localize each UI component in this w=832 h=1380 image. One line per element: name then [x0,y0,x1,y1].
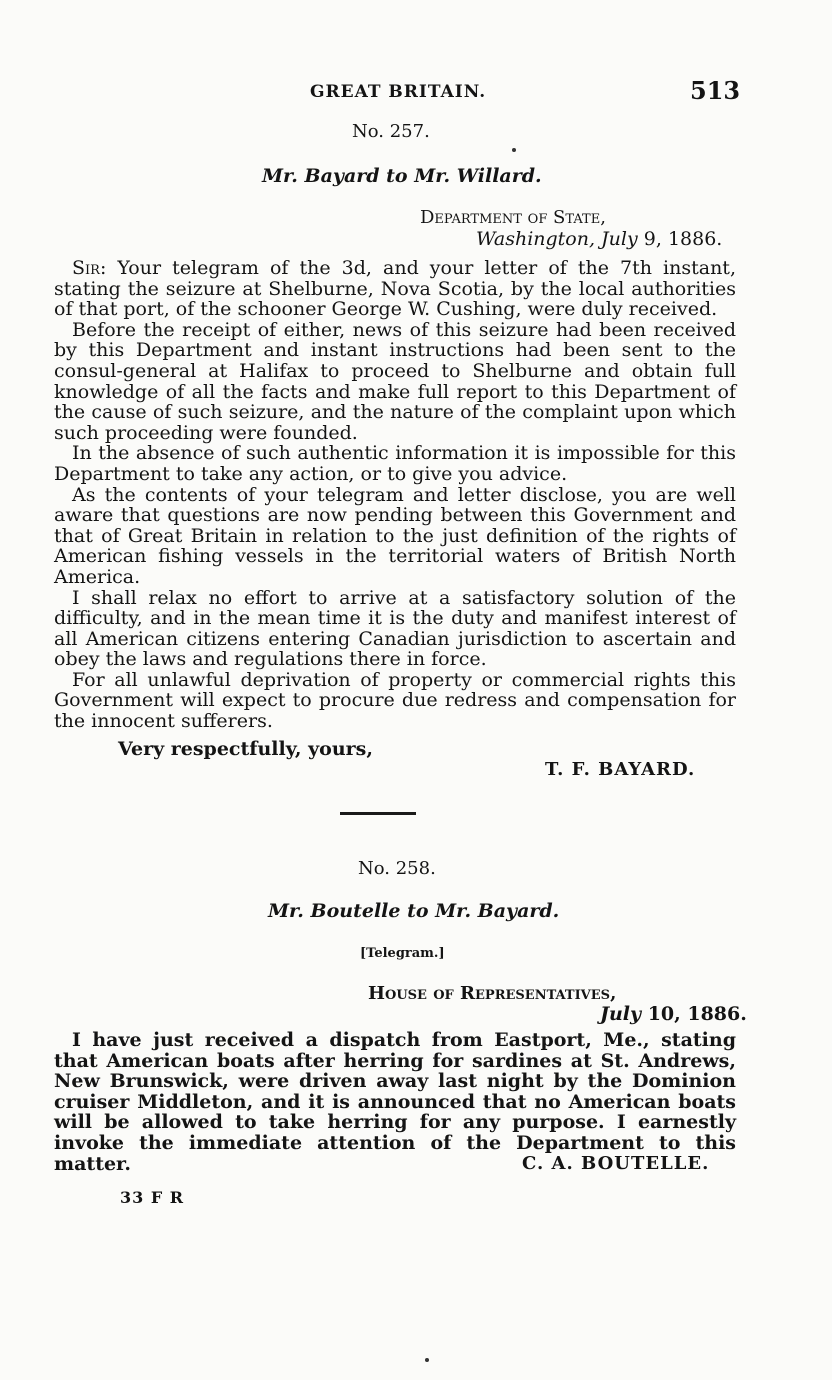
doc1-body [54,258,736,732]
doc1-dateline-place: Washington, July [476,228,638,250]
doc2-number: No. 258. [358,858,436,879]
doc1-paragraph: For all unlawful deprivation of property or commercial rights this Government will expect to procure due redress and compensation for the innocent sufferers. [54,668,736,733]
running-head: GREAT BRITAIN. [310,82,487,102]
doc1-paragraph: In the absence of such authentic information it is impossible for this Department to take any action, or to give you advice. [54,442,736,485]
doc1-closing: Very respectfully, yours, [118,738,373,760]
doc1-paragraph: I shall relax no effort to arrive at a satisfactory solution of the difficulty, and in the mean time it is the duty and manifest interest of all American citizens entering Canadian jurisdiction to ascertain and obey the laws and regulations there in force. [54,586,736,671]
doc2-dateline-day: 10, 1886. [647,1003,747,1025]
print-speck [425,1358,429,1362]
doc1-dateline-day: 9, 1886. [643,228,723,250]
doc1-title: Mr. Bayard to Mr. Willard. [262,165,542,187]
doc1-paragraph: Sir: Your telegram of the 3d, and your letter of the 7th instant, stating the seizure at Shelburne, Nova Scotia, by the local authorities of that port, of the schooner George W. Cushing, were duly received. [54,257,736,321]
doc2-dateline-org: House of Representatives, [368,983,617,1004]
doc2-note: [Telegram.] [360,946,445,961]
doc1-number: No. 257. [352,121,430,142]
page-number: 513 [690,76,741,105]
section-divider [340,812,416,815]
doc1-signature: T. F. BAYARD. [545,759,696,780]
print-speck [512,148,516,152]
signature-mark: 33 F R [120,1188,185,1207]
doc1-dateline-date [476,228,722,250]
doc2-paragraph: I have just received a dispatch from Eastport, Me., stating that American boats after herring for sardines at St. Andrews, New Brunswick, were driven away last night by the Dominion cruiser Middleton, and it is announced that no American boats will be allowed to take herring for any purpose. I earnestly invoke the immediate attention of the Department to this matter. [54,1029,736,1175]
doc1-paragraph: As the contents of your telegram and letter disclose, you are well aware that questions are now pending between this Government and that of Great Britain in relation to the just definition of the rights of American fishing vessels in the territorial waters of British North America. [54,483,736,588]
doc2-dateline-date [600,1003,747,1025]
doc1-salutation: Sir: [72,257,107,279]
doc2-signature: C. A. BOUTELLE. [522,1153,710,1174]
doc2-dateline-month: July [600,1003,642,1025]
doc2-title: Mr. Boutelle to Mr. Bayard. [268,900,560,922]
doc1-dateline-org: Department of State, [420,207,606,228]
doc1-paragraph: Before the receipt of either, news of this seizure had been received by this Department and instant instructions had been sent to the consul-general at Halifax to proceed to Shelburne and obtain full knowledge of all the facts and make full report to this Department of the cause of such seizure, and the nature of the complaint upon which such proceeding were founded. [54,318,736,444]
